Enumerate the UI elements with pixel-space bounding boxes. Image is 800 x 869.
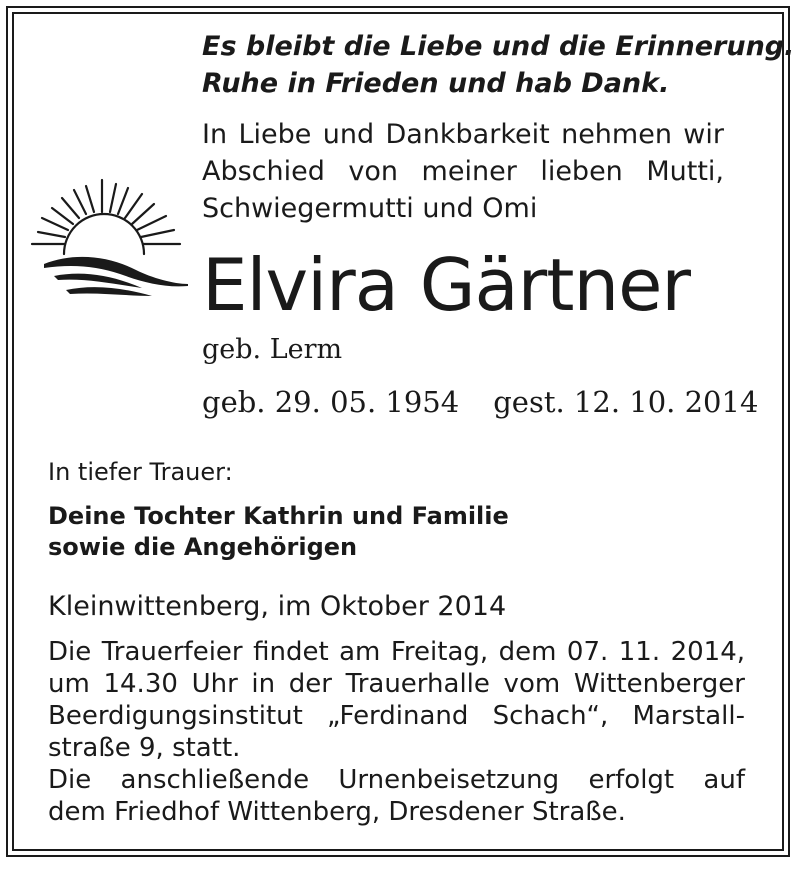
funeral-line-4: straße 9, statt. — [48, 733, 241, 763]
intro-line-3: Schwiegermutti und Omi — [202, 193, 538, 224]
birth-date: geb. 29. 05. 1954 — [202, 385, 460, 419]
motto — [202, 28, 794, 102]
intro-text — [202, 116, 724, 227]
mourners-names — [48, 501, 509, 563]
deceased-name: Elvira Gärtner — [202, 243, 690, 327]
place-and-date: Kleinwittenberg, im Oktober 2014 — [48, 591, 507, 622]
death-date: gest. 12. 10. 2014 — [493, 385, 759, 419]
mourners-line-2: sowie die Angehörigen — [48, 533, 358, 561]
mourners-line-1: Deine Tochter Kathrin und Familie — [48, 502, 509, 530]
funeral-line-6: dem Friedhof Wittenberg, Dresdener Straße. — [48, 797, 626, 827]
maiden-name: geb. Lerm — [202, 334, 343, 365]
funeral-notice — [48, 636, 745, 828]
funeral-line-5: Die anschließende Urnenbeisetzung erfolgt auf — [48, 765, 745, 795]
funeral-line-1: Die Trauerfeier findet am Freitag, dem 07. 11. 2014, — [48, 637, 745, 667]
motto-line-2: Ruhe in Frieden und hab Dank. — [202, 68, 670, 99]
intro-line-2: Abschied von meiner lieben Mutti, — [202, 156, 724, 187]
life-dates — [202, 382, 758, 422]
funeral-line-3: Beerdigungsinstitut „Ferdinand Schach“, Marstall- — [48, 701, 745, 731]
intro-line-1: In Liebe und Dankbarkeit nehmen wir — [202, 119, 724, 150]
motto-line-1: Es bleibt die Liebe und die Erinnerung. — [202, 31, 795, 62]
mourning-label: In tiefer Trauer: — [48, 458, 233, 486]
setting-sun-icon — [24, 172, 192, 306]
funeral-line-2: um 14.30 Uhr in der Trauerhalle vom Wittenberger — [48, 669, 745, 699]
